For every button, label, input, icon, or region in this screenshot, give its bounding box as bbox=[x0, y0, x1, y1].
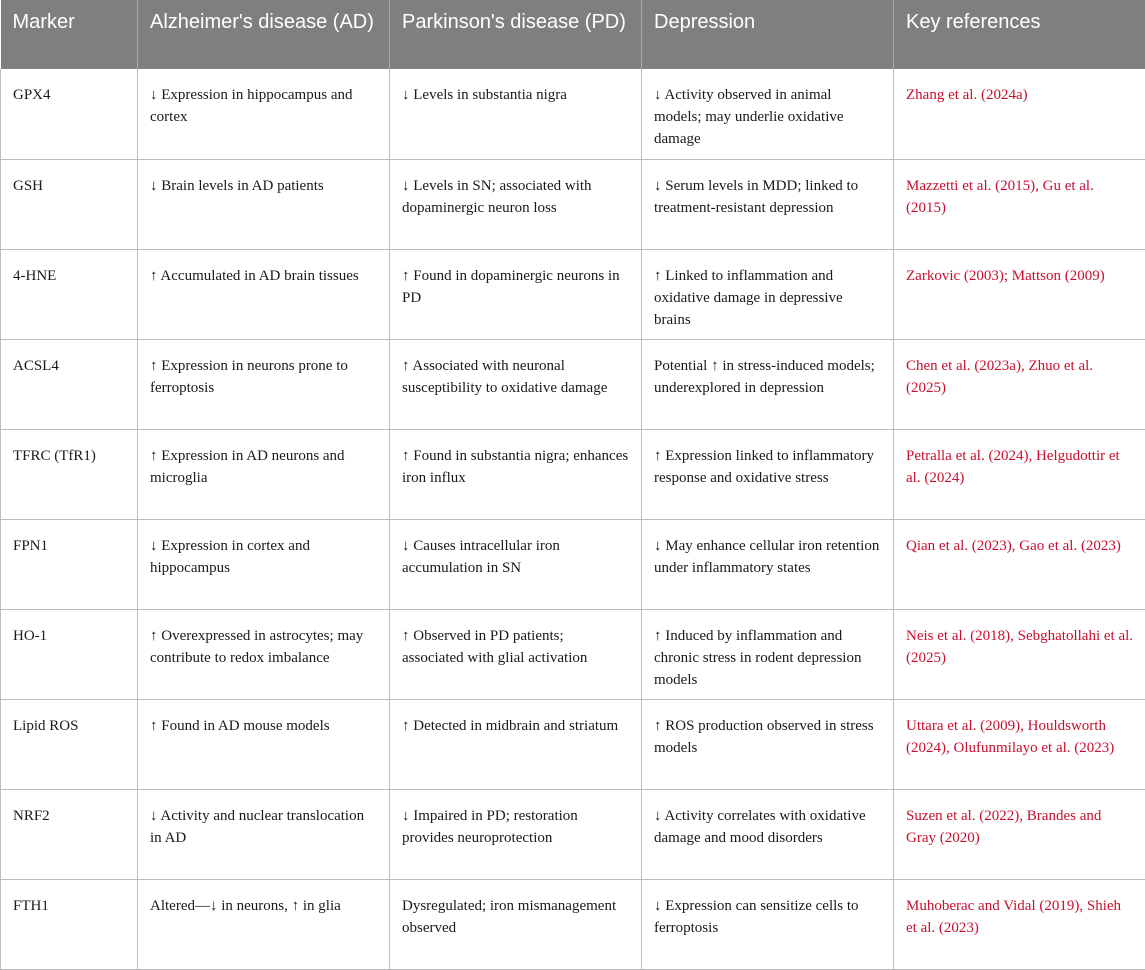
header-depression: Depression bbox=[642, 0, 894, 69]
cell-marker: GSH bbox=[1, 159, 138, 249]
cell-depression: ↑ Expression linked to inflammatory response and oxidative stress bbox=[642, 429, 894, 519]
cell-alzheimers: ↑ Found in AD mouse models bbox=[138, 699, 390, 789]
cell-depression: Potential ↑ in stress-induced models; underexplored in depression bbox=[642, 339, 894, 429]
cell-depression: ↑ ROS production observed in stress models bbox=[642, 699, 894, 789]
cell-depression: ↓ Expression can sensitize cells to ferroptosis bbox=[642, 879, 894, 969]
table-row bbox=[1, 69, 1145, 159]
cell-alzheimers: ↓ Expression in hippocampus and cortex bbox=[138, 69, 390, 159]
cell-parkinsons: Dysregulated; iron mismanagement observed bbox=[390, 879, 642, 969]
cell-reference-link[interactable]: Qian et al. (2023), Gao et al. (2023) bbox=[894, 519, 1145, 609]
cell-marker: GPX4 bbox=[1, 69, 138, 159]
header-parkinsons: Parkinson's disease (PD) bbox=[390, 0, 642, 69]
cell-reference-link[interactable]: Zhang et al. (2024a) bbox=[894, 69, 1145, 159]
cell-marker: ACSL4 bbox=[1, 339, 138, 429]
cell-reference-link[interactable]: Uttara et al. (2009), Houldsworth (2024), Olufunmilayo et al. (2023) bbox=[894, 699, 1145, 789]
cell-alzheimers: Altered—↓ in neurons, ↑ in glia bbox=[138, 879, 390, 969]
cell-depression: ↓ Activity observed in animal models; may underlie oxidative damage bbox=[642, 69, 894, 159]
header-row bbox=[1, 0, 1145, 69]
cell-alzheimers: ↑ Expression in AD neurons and microglia bbox=[138, 429, 390, 519]
cell-depression: ↓ Serum levels in MDD; linked to treatment-resistant depression bbox=[642, 159, 894, 249]
cell-depression: ↑ Linked to inflammation and oxidative damage in depressive brains bbox=[642, 249, 894, 339]
header-marker: Marker bbox=[1, 0, 138, 69]
cell-marker: TFRC (TfR1) bbox=[1, 429, 138, 519]
cell-marker: Lipid ROS bbox=[1, 699, 138, 789]
cell-reference-link[interactable]: Muhoberac and Vidal (2019), Shieh et al. (2023) bbox=[894, 879, 1145, 969]
table-row bbox=[1, 429, 1145, 519]
cell-alzheimers: ↑ Accumulated in AD brain tissues bbox=[138, 249, 390, 339]
table-body bbox=[1, 69, 1145, 969]
table-row bbox=[1, 159, 1145, 249]
table-row bbox=[1, 699, 1145, 789]
cell-reference-link[interactable]: Petralla et al. (2024), Helgudottir et al. (2024) bbox=[894, 429, 1145, 519]
cell-alzheimers: ↓ Brain levels in AD patients bbox=[138, 159, 390, 249]
table-header bbox=[1, 0, 1145, 69]
cell-parkinsons: ↓ Levels in SN; associated with dopaminergic neuron loss bbox=[390, 159, 642, 249]
table-row bbox=[1, 249, 1145, 339]
cell-parkinsons: ↓ Levels in substantia nigra bbox=[390, 69, 642, 159]
cell-parkinsons: ↑ Found in dopaminergic neurons in PD bbox=[390, 249, 642, 339]
cell-parkinsons: ↑ Associated with neuronal susceptibility to oxidative damage bbox=[390, 339, 642, 429]
cell-reference-link[interactable]: Suzen et al. (2022), Brandes and Gray (2020) bbox=[894, 789, 1145, 879]
table-row bbox=[1, 519, 1145, 609]
table-row bbox=[1, 789, 1145, 879]
cell-reference-link[interactable]: Chen et al. (2023a), Zhuo et al. (2025) bbox=[894, 339, 1145, 429]
cell-depression: ↓ Activity correlates with oxidative damage and mood disorders bbox=[642, 789, 894, 879]
header-alzheimers: Alzheimer's disease (AD) bbox=[138, 0, 390, 69]
cell-parkinsons: ↑ Detected in midbrain and striatum bbox=[390, 699, 642, 789]
cell-parkinsons: ↓ Impaired in PD; restoration provides neuroprotection bbox=[390, 789, 642, 879]
cell-depression: ↓ May enhance cellular iron retention under inflammatory states bbox=[642, 519, 894, 609]
cell-parkinsons: ↑ Observed in PD patients; associated with glial activation bbox=[390, 609, 642, 699]
cell-reference-link[interactable]: Zarkovic (2003); Mattson (2009) bbox=[894, 249, 1145, 339]
cell-depression: ↑ Induced by inflammation and chronic stress in rodent depression models bbox=[642, 609, 894, 699]
cell-marker: HO-1 bbox=[1, 609, 138, 699]
cell-reference-link[interactable]: Mazzetti et al. (2015), Gu et al. (2015) bbox=[894, 159, 1145, 249]
header-key-references: Key references bbox=[894, 0, 1145, 69]
cell-alzheimers: ↑ Overexpressed in astrocytes; may contribute to redox imbalance bbox=[138, 609, 390, 699]
table-row bbox=[1, 879, 1145, 969]
cell-alzheimers: ↓ Expression in cortex and hippocampus bbox=[138, 519, 390, 609]
cell-reference-link[interactable]: Neis et al. (2018), Sebghatollahi et al. (2025) bbox=[894, 609, 1145, 699]
cell-parkinsons: ↓ Causes intracellular iron accumulation in SN bbox=[390, 519, 642, 609]
table-row bbox=[1, 339, 1145, 429]
cell-alzheimers: ↓ Activity and nuclear translocation in AD bbox=[138, 789, 390, 879]
cell-marker: 4-HNE bbox=[1, 249, 138, 339]
cell-marker: FTH1 bbox=[1, 879, 138, 969]
cell-alzheimers: ↑ Expression in neurons prone to ferroptosis bbox=[138, 339, 390, 429]
cell-marker: NRF2 bbox=[1, 789, 138, 879]
cell-marker: FPN1 bbox=[1, 519, 138, 609]
table-row bbox=[1, 609, 1145, 699]
cell-parkinsons: ↑ Found in substantia nigra; enhances iron influx bbox=[390, 429, 642, 519]
